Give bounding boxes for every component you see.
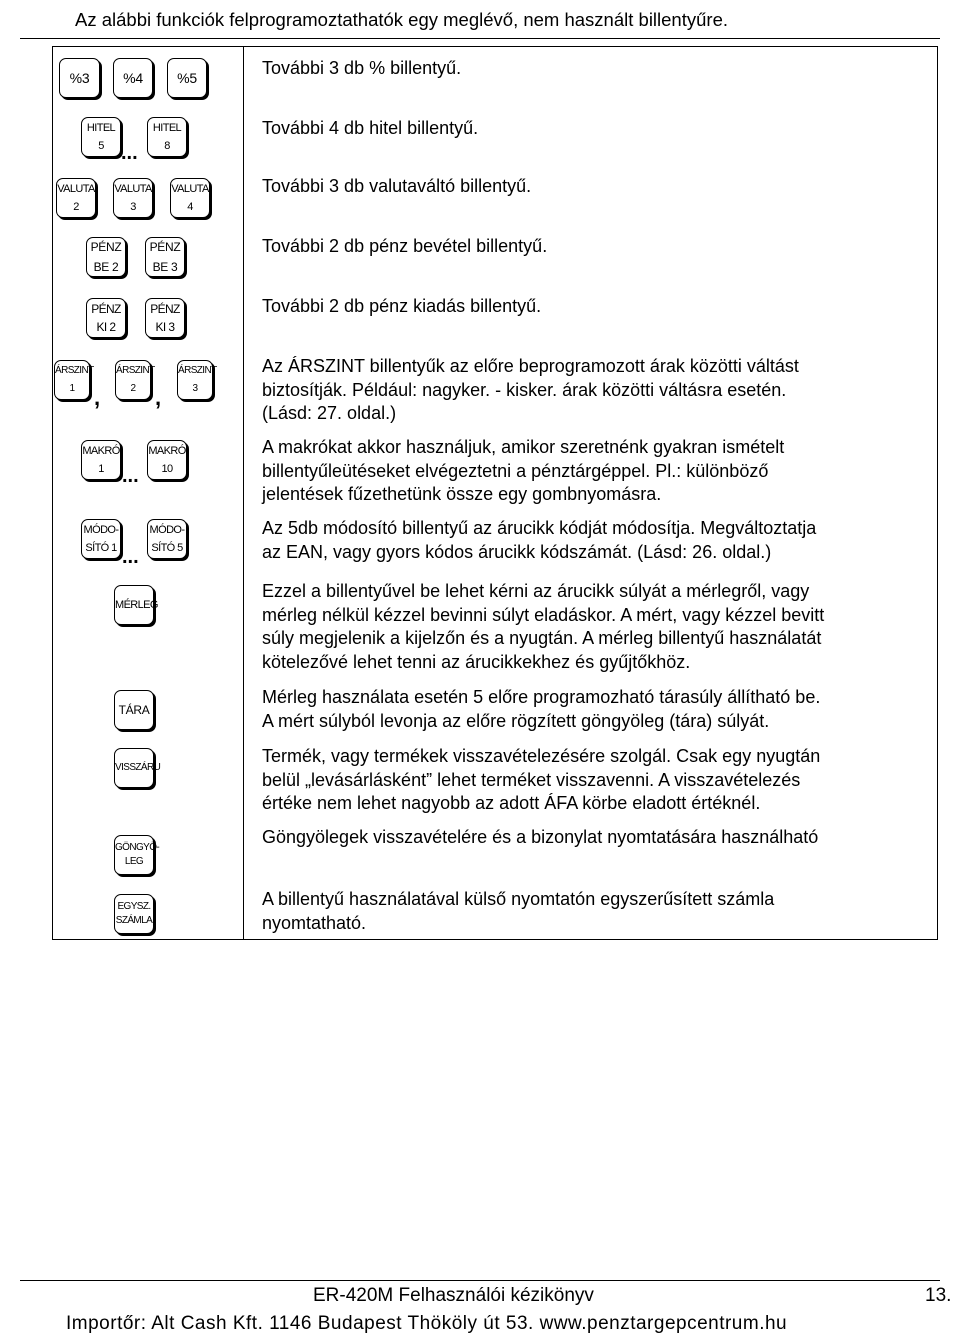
key-arszint-1: ÁRSZINT 1 bbox=[54, 360, 90, 400]
key-modosito-5: MÓDO- SÍTÓ 5 bbox=[147, 519, 187, 559]
ellipsis: ... bbox=[121, 142, 138, 164]
footer-rule bbox=[20, 1280, 940, 1281]
desc-makro: A makrókat akkor használjuk, amikor szeretnénk gyakran ismételt billentyűleütéseket elvégeztetni a pénztárgéppel. Pl.: különböző jelentések fűzethetünk össze egy gombnyomásra. bbox=[262, 437, 785, 504]
desc-percent: További 3 db % billentyű. bbox=[262, 58, 462, 78]
key-makro-1: MAKRÓ 1 bbox=[81, 440, 121, 480]
key-hitel-8: HITEL 8 bbox=[147, 117, 187, 157]
desc-visszaru: Termék, vagy termékek visszavételezésére szolgál. Csak egy nyugtán belül „levásárlásként” lehet terméket visszavenni. A visszavételezés értéke nem lehet nagyobb az adott ÁFA körbe eladott értéknél. bbox=[262, 746, 821, 813]
key-arszint-3: ÁRSZINT 3 bbox=[177, 360, 213, 400]
key-arszint-2: ÁRSZINT 2 bbox=[115, 360, 151, 400]
key-gongyoleg: GÖNGYÖ- LEG bbox=[114, 835, 154, 875]
comma-separator: , bbox=[94, 385, 101, 410]
desc-modosito: Az 5db módosító billentyű az árucikk kódját módosítja. Megváltoztatja az EAN, vagy gyors kódos árucikk kódszámát. (Lásd: 26. oldal.) bbox=[262, 518, 817, 562]
desc-egysz-szamla: A billentyű használatával külső nyomtatón egyszerűsített számla nyomtatható. bbox=[262, 889, 775, 933]
key-penz-ki-3: PÉNZ KI 3 bbox=[145, 298, 185, 338]
page-number: 13. bbox=[925, 1285, 952, 1306]
key-percent-3: %3 bbox=[59, 58, 100, 98]
header-text: Az alábbi funkciók felprogramoztathatók egy meglévő, nem használt billentyűre. bbox=[75, 9, 728, 30]
key-valuta-3: VALUTA 3 bbox=[113, 178, 153, 218]
desc-hitel: További 4 db hitel billentyű. bbox=[262, 118, 479, 138]
key-merleg: MÉRLEG bbox=[114, 585, 154, 625]
key-percent-4: %4 bbox=[113, 58, 153, 98]
key-penz-ki-2: PÉNZ KI 2 bbox=[86, 298, 126, 338]
key-percent-5: %5 bbox=[167, 58, 207, 98]
importer-line: Importőr: Alt Cash Kft. 1146 Budapest Thököly út 53. www.penztargepcentrum.hu bbox=[66, 1313, 788, 1334]
key-makro-10: MAKRÓ 10 bbox=[147, 440, 187, 480]
desc-tara: Mérleg használata esetén 5 előre programozható tárasúly állítható be. A mért súlyból levonja az előre rögzített göngyöleg (tára) súlyát. bbox=[262, 687, 821, 731]
key-egysz-szamla: EGYSZ. SZÁMLA bbox=[114, 894, 154, 934]
key-visszaru: VISSZÁRU bbox=[114, 748, 154, 788]
page-header bbox=[20, 6, 940, 39]
desc-penz-be: További 2 db pénz bevétel billentyű. bbox=[262, 236, 548, 256]
key-penz-be-2: PÉNZ BE 2 bbox=[86, 237, 126, 277]
key-tara: TÁRA bbox=[114, 690, 154, 730]
desc-penz-ki: További 2 db pénz kiadás billentyű. bbox=[262, 296, 542, 316]
comma-separator: , bbox=[155, 385, 162, 410]
key-modosito-1: MÓDO- SÍTÓ 1 bbox=[81, 519, 121, 559]
desc-arszint: Az ÁRSZINT billentyűk az előre beprogramozott árak közötti váltást biztosítják. Például: nagyker. - kisker. árak közötti váltásra esetén. (Lásd: 27. oldal.) bbox=[262, 356, 799, 423]
ellipsis: ... bbox=[122, 546, 139, 568]
desc-merleg: Ezzel a billentyűvel be lehet kérni az árucikk súlyát a mérlegről, vagy mérleg nélkül kézzel bevinni súlyt eladáskor. A mért, vagy kézzel bevitt súly megjelenik a kijelzőn és a nyugtán. A mérleg billentyű használatát kötelezővé lehet tenni az árucikkekhez és gyűjtőkhöz. bbox=[262, 581, 825, 672]
key-valuta-2: VALUTA 2 bbox=[56, 178, 96, 218]
key-hitel-5: HITEL 5 bbox=[81, 117, 121, 157]
key-penz-be-3: PÉNZ BE 3 bbox=[145, 237, 185, 277]
desc-valuta: További 3 db valutaváltó billentyű. bbox=[262, 176, 532, 196]
column-divider bbox=[243, 46, 244, 940]
key-valuta-4: VALUTA 4 bbox=[170, 178, 210, 218]
manual-title: ER-420M Felhasználói kézikönyv bbox=[313, 1285, 594, 1306]
ellipsis: ... bbox=[122, 465, 139, 487]
desc-gongyoleg: Göngyölegek visszavételére és a bizonylat nyomtatására használható bbox=[262, 827, 819, 847]
